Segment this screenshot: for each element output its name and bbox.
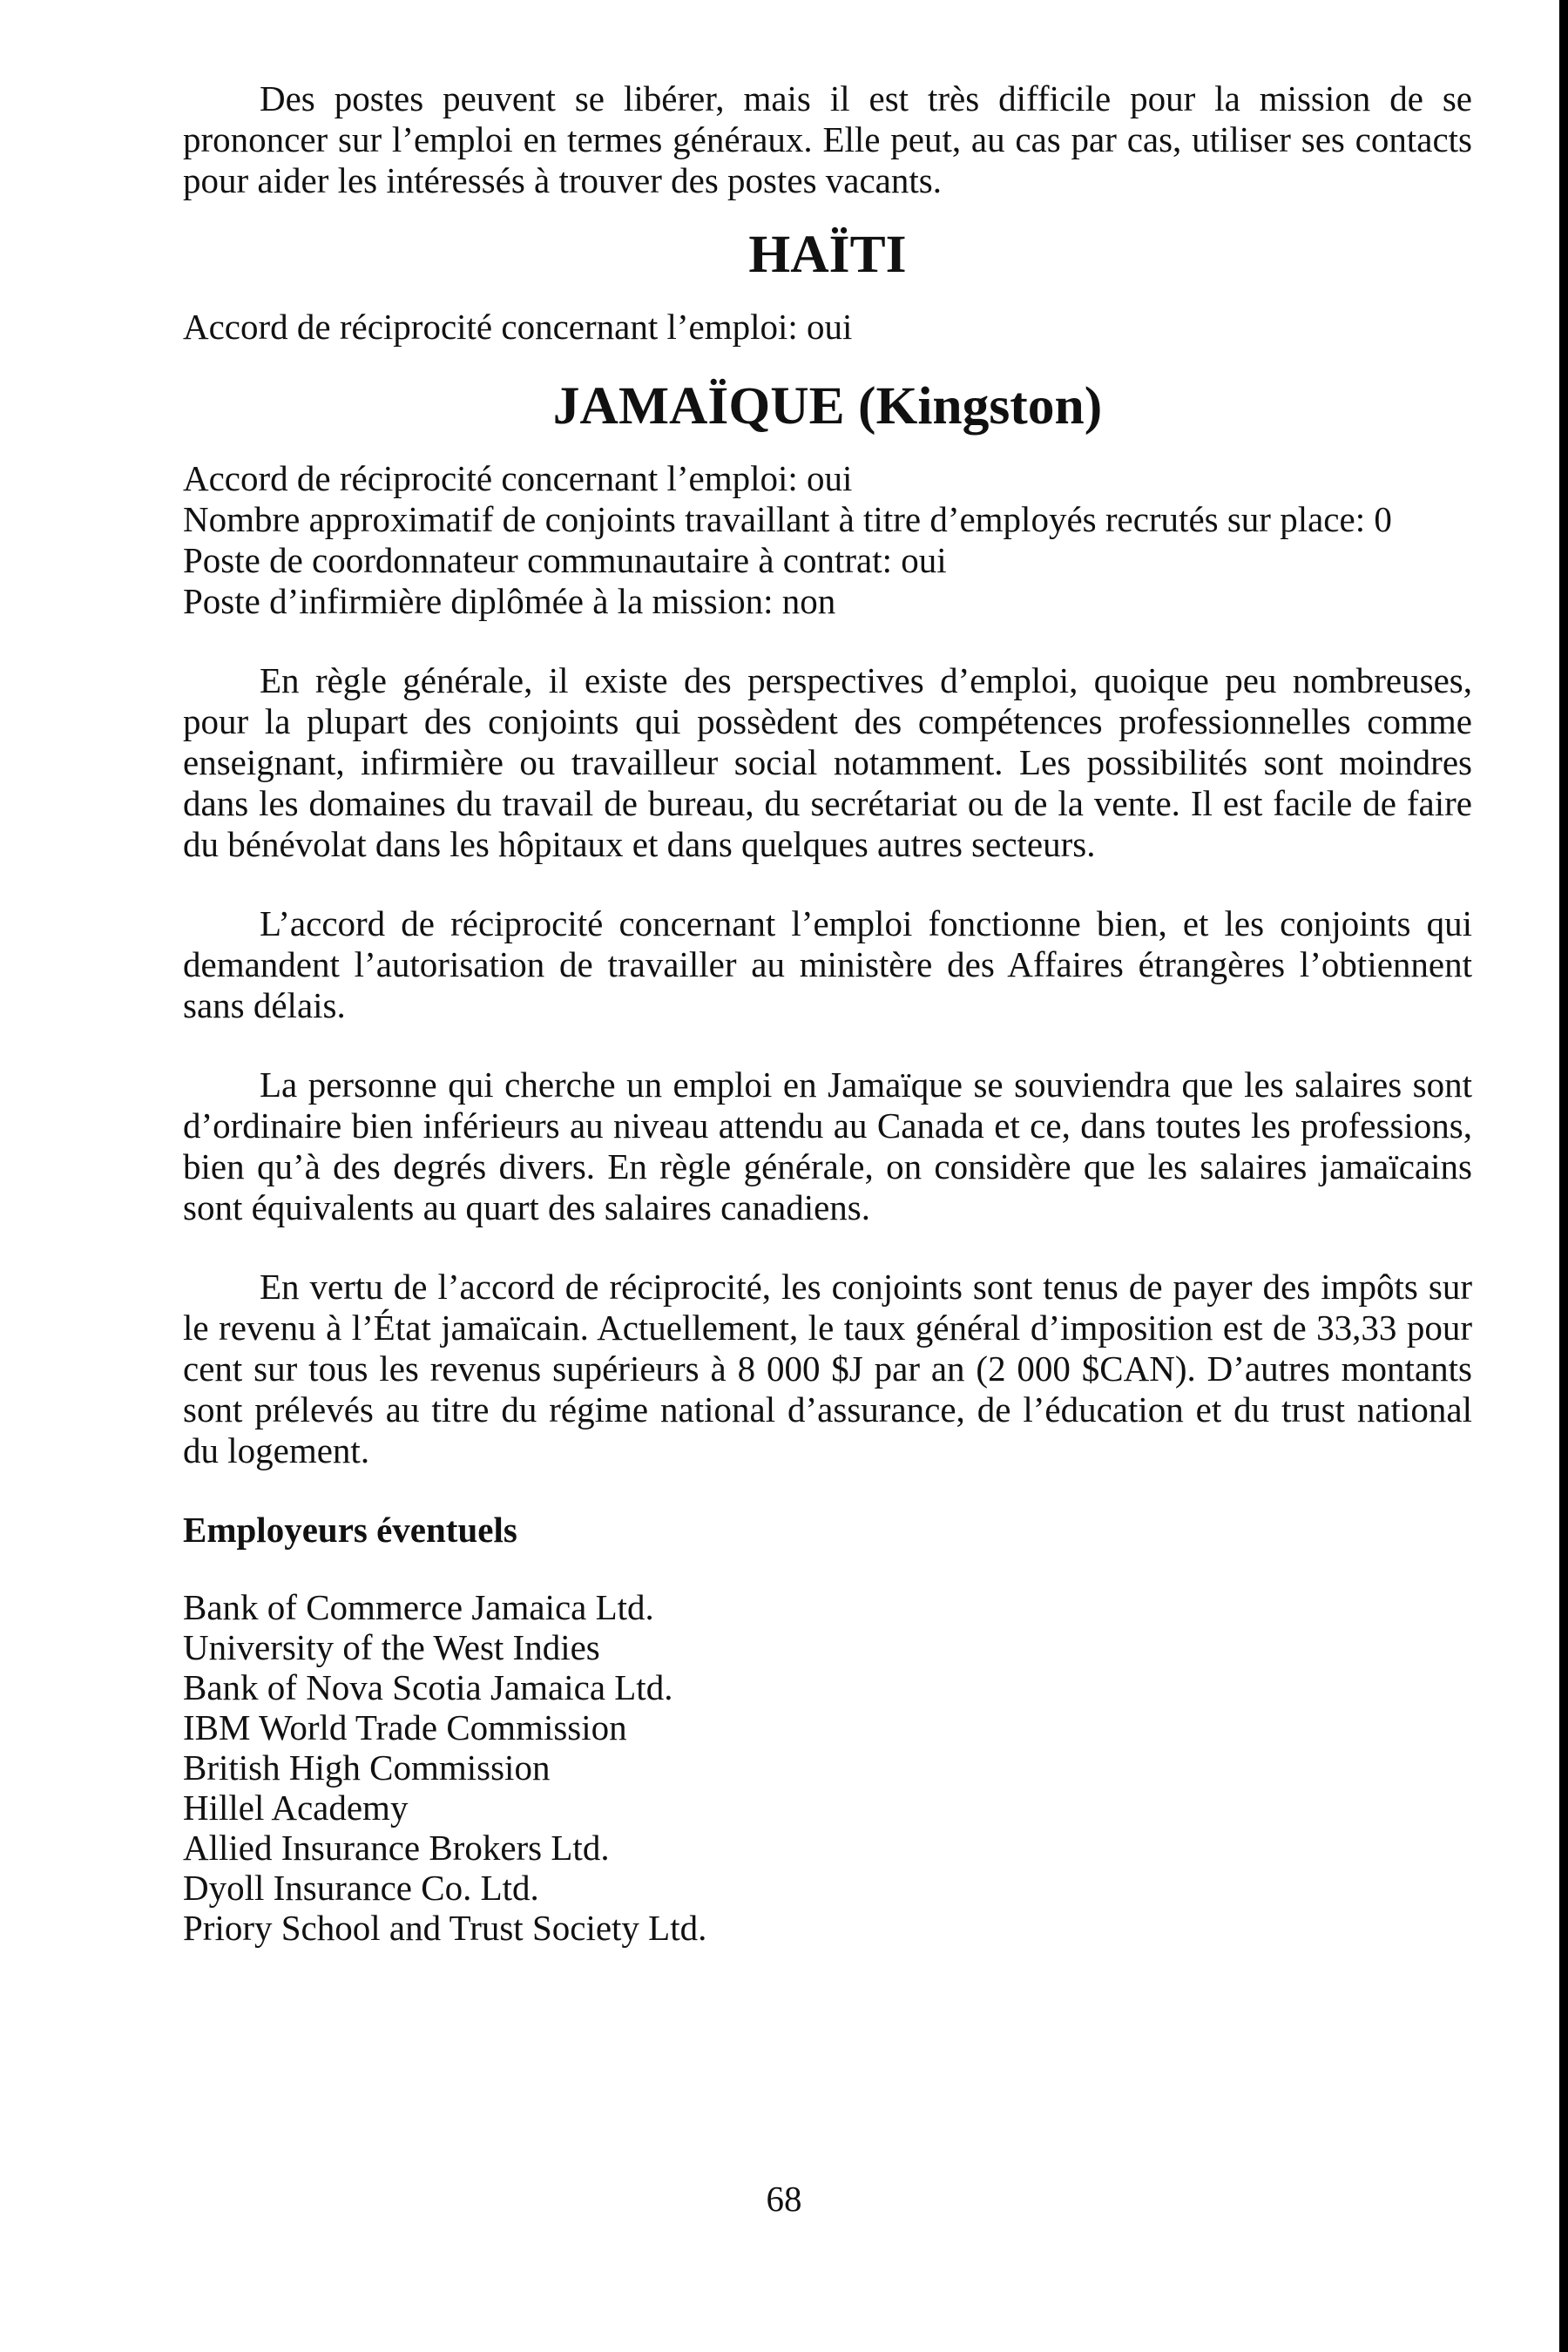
jamaica-heading: JAMAÏQUE (Kingston)	[552, 376, 1103, 436]
jamaica-nurse-field: Poste d’infirmière diplômée à la mission: non	[183, 581, 836, 621]
employer-item: Allied Insurance Brokers Ltd.	[183, 1828, 610, 1868]
employer-item: British High Commission	[183, 1747, 551, 1788]
employment-outlook-paragraph: En règle générale, il existe des perspectives d’emploi, quoique peu nombreuses, pour la plupart des conjoints qui possèdent des compétences professionnelles comme enseignant, infirmière ou travailleur social notamment. Les possibilités sont moindres dans les domaines du travail de bureau, du secrétariat ou de la vente. Il est facile de faire du bénévolat dans les hôpitaux et dans quelques autres secteurs.	[183, 660, 1472, 864]
haiti-heading: HAÏTI	[748, 225, 907, 284]
jamaica-coordinator-field: Poste de coordonnateur communautaire à contrat: oui	[183, 540, 947, 580]
haiti-reciprocity-field: Accord de réciprocité concernant l’emploi: oui	[183, 307, 853, 347]
reciprocity-paragraph: L’accord de réciprocité concernant l’emploi fonctionne bien, et les conjoints qui demandent l’autorisation de travailler au ministère des Affaires étrangères l’obtiennent sans délais.	[183, 903, 1472, 1025]
haiti-fields	[183, 307, 1472, 348]
employer-item: Priory School and Trust Society Ltd.	[183, 1908, 707, 1948]
employer-item: Hillel Academy	[183, 1788, 409, 1828]
employer-item: Dyoll Insurance Co. Ltd.	[183, 1868, 539, 1908]
jamaica-fields	[183, 458, 1472, 622]
jamaica-reciprocity-field: Accord de réciprocité concernant l’emploi: oui	[183, 458, 853, 498]
page-number: 68	[766, 2179, 802, 2219]
employer-item: Bank of Nova Scotia Jamaica Ltd.	[183, 1667, 673, 1707]
employers-list	[183, 1587, 1472, 1948]
employer-item: IBM World Trade Commission	[183, 1707, 627, 1747]
taxes-paragraph: En vertu de l’accord de réciprocité, les conjoints sont tenus de payer des impôts sur le revenu à l’État jamaïcain. Actuellement, le taux général d’imposition est de 33,33 pour cent sur tous les revenus supérieurs à 8 000 $J par an (2 000 $CAN). D’autres montants sont prélevés au titre du régime national d’assurance, de l’éducation et du trust national du logement.	[183, 1267, 1472, 1470]
salaries-paragraph: La personne qui cherche un emploi en Jamaïque se souviendra que les salaires sont d’ordinaire bien inférieurs au niveau attendu au Canada et ce, dans toutes les professions, bien qu’à des degrés divers. En règle générale, on considère que les salaires jamaïcains sont équivalents au quart des salaires canadiens.	[183, 1064, 1472, 1227]
intro-paragraph: Des postes peuvent se libérer, mais il est très difficile pour la mission de se prononcer sur l’emploi en termes généraux. Elle peut, au cas par cas, utiliser ses contacts pour aider les intéressés à trouver des postes vacants.	[183, 78, 1472, 200]
page-body	[183, 78, 1472, 1948]
employer-item: Bank of Commerce Jamaica Ltd.	[183, 1587, 654, 1627]
employer-item: University of the West Indies	[183, 1627, 600, 1667]
employers-heading: Employeurs éventuels	[183, 1510, 517, 1550]
scan-edge-border	[1559, 0, 1568, 2352]
jamaica-spouses-count-field: Nombre approximatif de conjoints travaillant à titre d’employés recrutés sur place: 0	[183, 499, 1392, 539]
